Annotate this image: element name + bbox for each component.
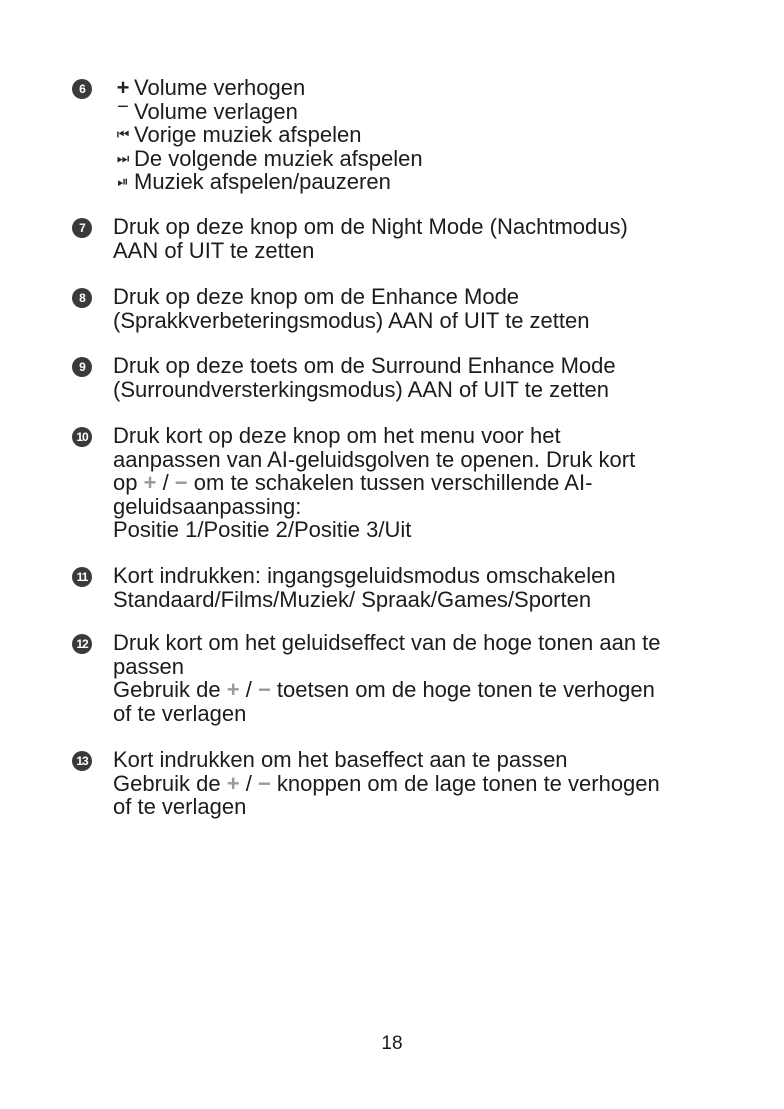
next-track-line: ⏭ De volgende muziek afspelen bbox=[113, 147, 733, 171]
page-number: 18 bbox=[381, 1033, 403, 1054]
item-number-badge: 9 bbox=[72, 357, 92, 377]
item-number-badge: 7 bbox=[72, 218, 92, 238]
item-text bbox=[113, 76, 733, 194]
item-number-badge: 8 bbox=[72, 288, 92, 308]
previous-track-line: ⏮ Vorige muziek afspelen bbox=[113, 123, 733, 147]
plus-icon: + bbox=[226, 770, 240, 796]
item-number-badge: 6 bbox=[72, 79, 92, 99]
plus-icon: + bbox=[143, 470, 157, 495]
next-track-icon: ⏭ bbox=[116, 149, 130, 166]
minus-icon: − bbox=[257, 677, 271, 702]
play-pause-line: ⏯ Muziek afspelen/pauzeren bbox=[113, 170, 733, 194]
item-number-badge: 12 bbox=[72, 634, 92, 654]
item-text: Druk kort om het geluidseffect van de hoge tonen aan te passen Gebruik de + / − toetsen om de hoge tonen te verhogen of te verlagen bbox=[113, 630, 661, 726]
item-number-badge: 10 bbox=[72, 427, 92, 447]
volume-down-line: − Volume verlagen bbox=[113, 100, 733, 124]
volume-up-line: + Volume verhogen bbox=[113, 76, 733, 100]
item-number-badge: 13 bbox=[72, 751, 92, 771]
minus-icon: − bbox=[174, 470, 188, 495]
plus-icon: + bbox=[116, 75, 130, 100]
item-text: Kort indrukken: ingangsgeluidsmodus omschakelen Standaard/Films/Muziek/ Spraak/Games/Sporten bbox=[113, 563, 616, 612]
item-text: Druk op deze knop om de Enhance Mode (Sprakkverbeteringsmodus) AAN of UIT te zetten bbox=[113, 284, 590, 333]
plus-icon: + bbox=[226, 677, 240, 702]
minus-icon: − bbox=[257, 770, 271, 796]
item-text: Kort indrukken om het baseffect aan te passen Gebruik de + / − knoppen om de lage tonen te verhogen of te verlagen bbox=[113, 747, 660, 819]
item-text: Druk kort op deze knop om het menu voor het aanpassen van AI-geluidsgolven te openen. Druk kort op + / − om te schakelen tussen verschillende AI- geluidsaanpassing: Positie 1/Positie 2/Positie 3/Uit bbox=[113, 423, 636, 542]
item-number-badge: 11 bbox=[72, 567, 92, 587]
minus-icon: − bbox=[117, 95, 129, 118]
item-text: Druk op deze toets om de Surround Enhance Mode (Surroundversterkingsmodus) AAN of UIT te zetten bbox=[113, 353, 616, 402]
previous-track-icon: ⏮ bbox=[116, 126, 130, 142]
item-text: Druk op deze knop om de Night Mode (Nachtmodus) AAN of UIT te zetten bbox=[113, 214, 628, 263]
play-pause-icon: ⏯ bbox=[117, 173, 129, 189]
